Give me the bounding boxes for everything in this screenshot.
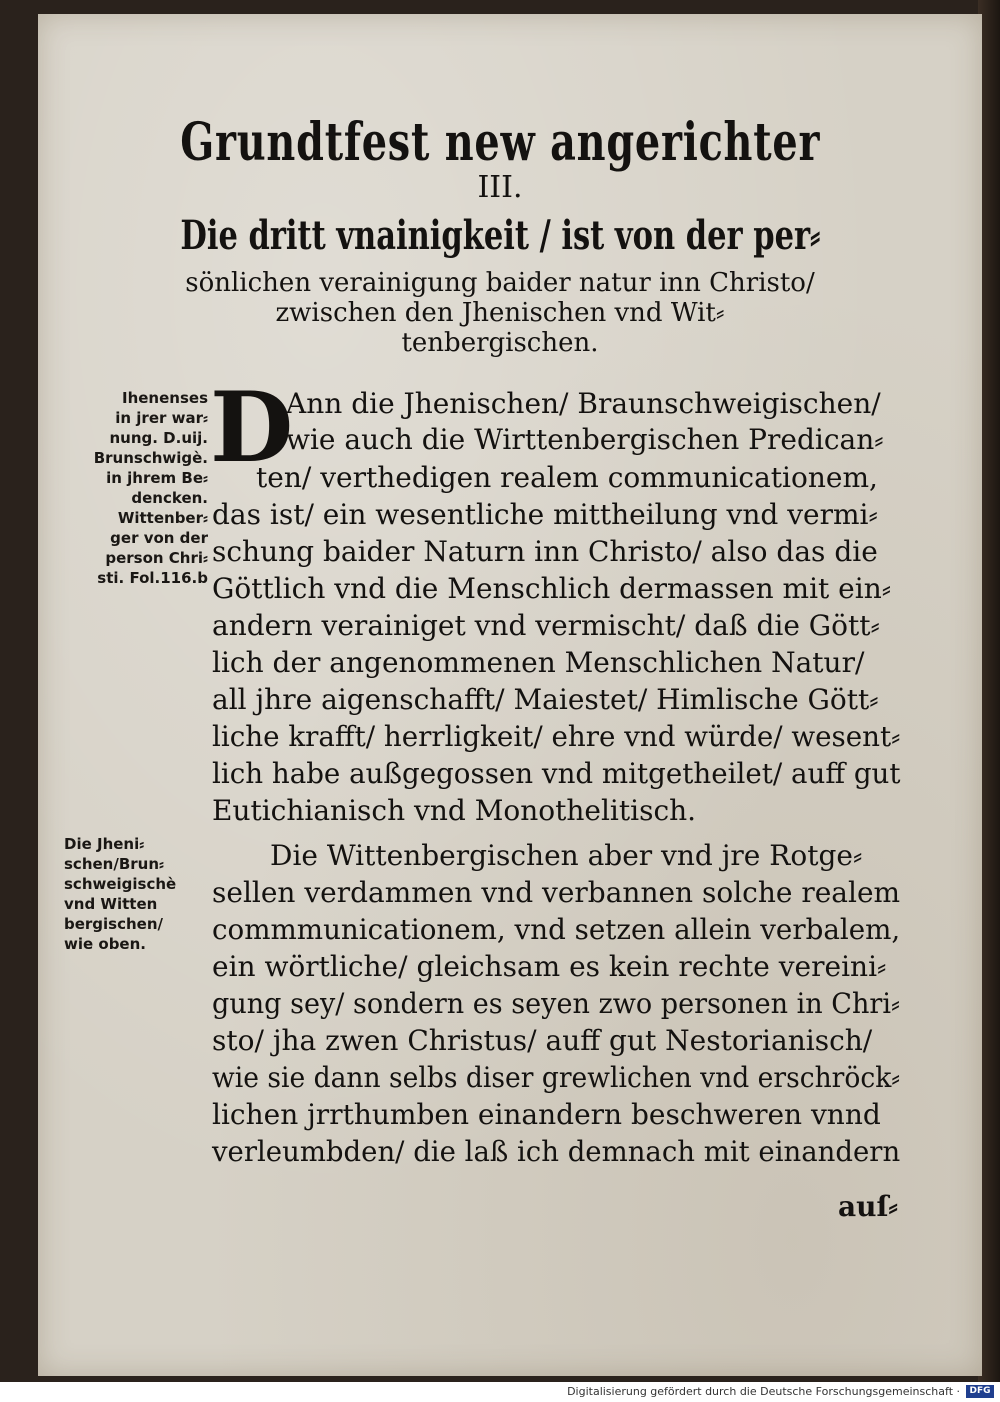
footer-credit: Digitalisierung gefördert durch die Deutsche Forschungsgemeinschaft · <box>567 1385 960 1398</box>
body-line: lich der angenommenen Menschlichen Natur/ <box>212 646 865 679</box>
body-line: Ann die Jhenischen/ Braunschweigischen/ <box>286 387 881 420</box>
body-line: andern verainiget vnd vermischt/ daß die Gött⸗ <box>212 609 880 642</box>
body-line: verleumbden/ die laß ich demnach mit einandern <box>212 1135 901 1168</box>
body-line: lich habe außgegossen vnd mitgetheilet/ auff gut <box>212 757 901 790</box>
chapter-title: Die dritt vnainigkeit / ist von der per⸗ <box>180 212 820 259</box>
margin-note-line: bergischen/ <box>64 915 164 933</box>
body-line: lichen jrrthumben einandern beschweren vnnd <box>212 1098 881 1131</box>
body-line: all jhre aigenschafft/ Maiestet/ Himlische Gött⸗ <box>212 683 879 716</box>
body-line: ten/ verthedigen realem communicationem, <box>256 461 878 494</box>
body-line: wie sie dann selbs diser grewlichen vnd erschröck⸗ <box>212 1061 901 1094</box>
margin-note-line: Die Jheni⸗ <box>64 835 145 853</box>
margin-note-line: person Chri⸗ <box>105 549 208 567</box>
margin-note-line: dencken. <box>131 489 208 507</box>
body-line: Die Wittenbergischen aber vnd jre Rotge⸗ <box>270 839 863 872</box>
margin-note-line: schweigischè <box>64 875 177 893</box>
margin-note-line: Ihenenses <box>122 389 208 407</box>
body-line: das ist/ ein wesentliche mittheilung vnd vermi⸗ <box>212 498 878 531</box>
footer-bar <box>0 1382 1000 1402</box>
margin-note-line: in jrer war⸗ <box>115 409 208 427</box>
margin-note-line: ger von der <box>110 529 208 547</box>
margin-note-parties <box>64 834 202 954</box>
margin-note-line: nung. D.uij. <box>109 429 208 447</box>
running-head: Grundtfest new angerichter <box>180 112 820 173</box>
body-line: schung baider Naturn inn Christo/ also das die <box>212 535 878 568</box>
margin-note-line: wie oben. <box>64 935 146 953</box>
body-line: liche krafft/ herrligkeit/ ehre vnd würde/ wesent⸗ <box>212 720 901 753</box>
body-line: sellen verdammen vnd verbannen solche realem <box>212 876 901 909</box>
margin-note-line: vnd Witten <box>64 895 158 913</box>
body-line: Göttlich vnd die Menschlich dermassen mit ein⸗ <box>212 572 892 605</box>
margin-note-line: Brunschwigè. <box>93 449 208 467</box>
body-line: commmunicationem, vnd setzen allein verbalem, <box>212 913 901 946</box>
catchword: auſ⸗ <box>838 1190 898 1223</box>
body-line: sto/ jha zwen Christus/ auff gut Nestorianisch/ <box>212 1024 873 1057</box>
body-line: wie auch die Wirttenbergischen Predican⸗ <box>286 423 884 456</box>
subtitle-line: sönlichen verainigung baider natur inn Christo/ <box>185 268 815 298</box>
drop-cap: D <box>210 371 294 484</box>
body-line: gung sey/ sondern es seyen zwo personen in Chri⸗ <box>212 987 901 1020</box>
margin-note-line: sti. Fol.116.b <box>97 569 208 587</box>
margin-note-line: Wittenber⸗ <box>117 509 208 527</box>
margin-note-references <box>70 388 208 588</box>
subtitle-line: tenbergischen. <box>401 328 599 358</box>
margin-note-line: schen/Brun⸗ <box>64 855 165 873</box>
dfg-logo: DFG <box>966 1385 994 1398</box>
chapter-number: III. <box>477 170 523 205</box>
subtitle-line: zwischen den Jhenischen vnd Wit⸗ <box>275 298 725 328</box>
body-line: ein wörtliche/ gleichsam es kein rechte vereini⸗ <box>212 950 887 983</box>
margin-note-line: in jhrem Be⸗ <box>106 469 208 487</box>
body-line: Eutichianisch vnd Monothelitisch. <box>212 794 697 827</box>
